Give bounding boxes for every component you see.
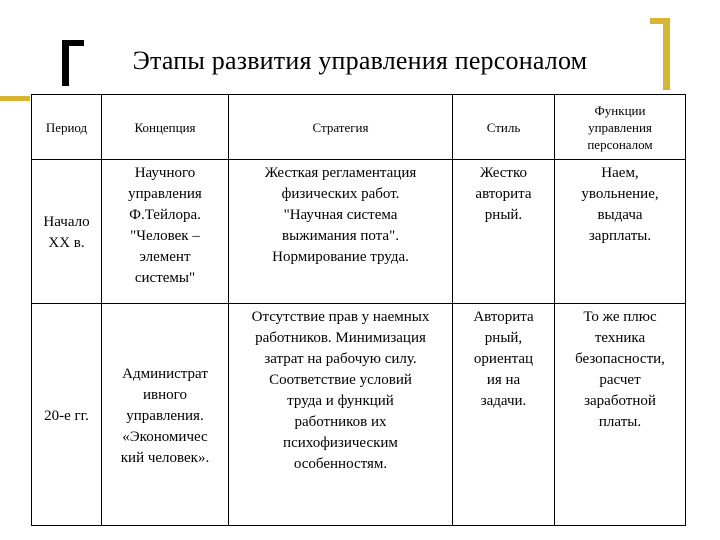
page-title: Этапы развития управления персоналом — [132, 46, 588, 75]
table-row — [32, 304, 686, 526]
table-row — [32, 160, 686, 304]
header-period: Период — [32, 95, 102, 160]
table-header-row — [32, 95, 686, 160]
header-strategy: Стратегия — [229, 95, 453, 160]
cell-period: 20-е гг. — [32, 304, 102, 526]
cell-style: Жестко авторита рный. — [453, 160, 555, 304]
cell-concept: Администрат ивного управления. «Экономичес кий человек». — [102, 304, 229, 526]
accent-line — [0, 96, 30, 101]
cell-functions: То же плюс техника безопасности, расчет заработной платы. — [555, 304, 686, 526]
title-bracket-left-top — [62, 40, 84, 46]
cell-period: Начало XX в. — [32, 160, 102, 304]
cell-concept: Научного управления Ф.Тейлора. "Человек – элемент системы" — [102, 160, 229, 304]
title-bracket-right-top — [650, 18, 670, 24]
header-style: Стиль — [453, 95, 555, 160]
title-bracket-left — [62, 40, 69, 86]
cell-strategy: Отсутствие прав у наемных работников. Минимизация затрат на рабочую силу. Соответствие условий труда и функций работников их психофизическим особенностям. — [229, 304, 453, 526]
cell-functions: Наем, увольнение, выдача зарплаты. — [555, 160, 686, 304]
cell-style: Авторита рный, ориентац ия на задачи. — [453, 304, 555, 526]
cell-strategy: Жесткая регламентация физических работ. "Научная система выжимания пота". Нормирование труда. — [229, 160, 453, 304]
header-functions: Функции управления персоналом — [555, 95, 686, 160]
header-concept: Концепция — [102, 95, 229, 160]
title-bracket-right — [663, 18, 670, 90]
stages-table — [31, 94, 686, 526]
